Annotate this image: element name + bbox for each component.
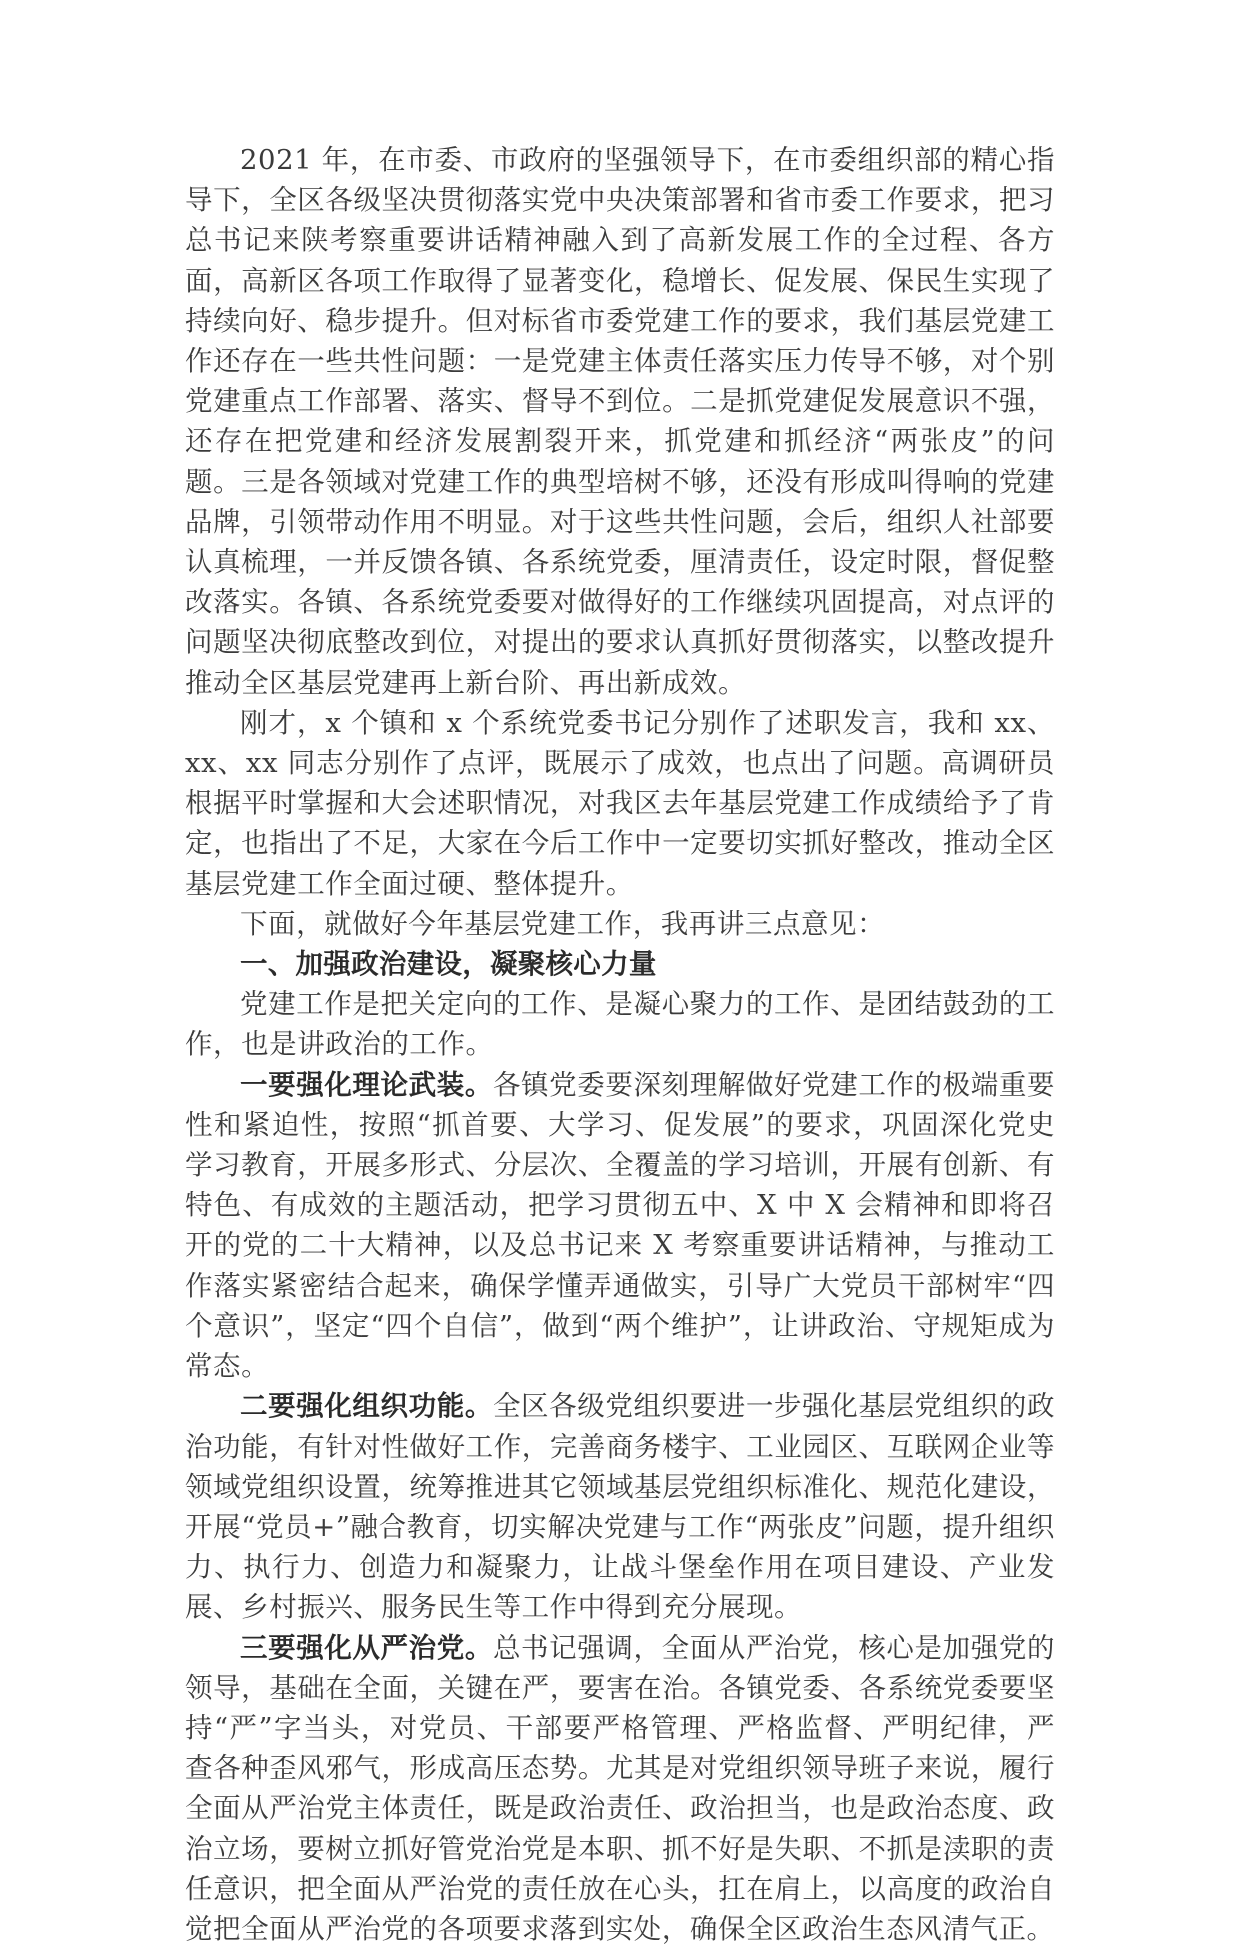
- paragraph-speeches-review: 刚才，x 个镇和 x 个系统党委书记分别作了述职发言，我和 xx、xx、xx 同志分别作了点评，既展示了成效，也点出了问题。高调研员根据平时掌握和大会述职情况，对我区去年基层党建工作成绩给予了肯定，也指出了不足，大家在今后工作中一定要切实抓好整改，推动全区基层党建工作全面过硬、整体提升。: [185, 706, 1055, 900]
- paragraph-point-one-theory-text: 各镇党委要深刻理解做好党建工作的极端重要性和紧迫性，按照“抓首要、大学习、促发展”的要求，巩固深化党史学习教育，开展多形式、分层次、全覆盖的学习培训，开展有创新、有特色、有成效的主题活动，把学习贯彻五中、X 中 X 会精神和即将召开的党的二十大精神，以及总书记来 X 考察重要讲话精神，与推动工作落实紧密结合起来，确保学懂弄通做实，引导广大党员干部树牢“四个意识”，坚定“四个自信”，做到“两个维护”，让讲政治、守规矩成为常态。: [185, 1068, 1056, 1383]
- paragraph-point-three-strict-governance-lead: 三要强化从严治党。: [240, 1631, 493, 1664]
- paragraph-point-two-organization-text: 全区各级党组织要进一步强化基层党组织的政治功能，有针对性做好工作，完善商务楼宇、工业园区、互联网企业等领域党组织设置，统筹推进其它领域基层党组织标准化、规范化建设，开展“党员+”融合教育，切实解决党建与工作“两张皮”问题，提升组织力、执行力、创造力和凝聚力，让战斗堡垒作用在项目建设、产业发展、乡村振兴、服务民生等工作中得到充分展现。: [185, 1390, 1056, 1624]
- paragraph-point-three-strict-governance-text: 总书记强调，全面从严治党，核心是加强党的领导，基础在全面，关键在严，要害在治。各镇党委、各系统党委要坚持“严”字当头，对党员、干部要严格管理、严格监督、严明纪律，严查各种歪风邪气，形成高压态势。尤其是对党组织领导班子来说，履行全面从严治党主体责任，既是政治责任、政治担当，也是政治态度、政治立场，要树立抓好管党治党是本职、抓不好是失职、不抓是渎职的责任意识，把全面从严治党的责任放在心头，扛在肩上，以高度的政治自觉把全面从严治党的各项要求落到实处，确保全区政治生态风清气正。: [185, 1631, 1056, 1945]
- paragraph-point-two-organization: [185, 1386, 1055, 1627]
- paragraph-point-two-organization-lead: 二要强化组织功能。: [240, 1390, 493, 1423]
- paragraph-three-opinions-intro: 下面，就做好今年基层党建工作，我再讲三点意见：: [240, 907, 886, 940]
- paragraph-party-building-nature: 党建工作是把关定向的工作、是凝心聚力的工作、是团结鼓劲的工作，也是讲政治的工作。: [185, 988, 1055, 1061]
- paragraph-point-one-theory: [185, 1065, 1055, 1387]
- paragraph-review-2021: 2021 年，在市委、市政府的坚强领导下，在市委组织部的精心指导下，全区各级坚决贯彻落实党中央决策部署和省市委工作要求，把习总书记来陕考察重要讲话精神融入到了高新发展工作的全过程、各方面，高新区各项工作取得了显著变化，稳增长、促发展、保民生实现了持续向好、稳步提升。但对标省市委党建工作的要求，我们基层党建工作还存在一些共性问题：一是党建主体责任落实压力传导不够，对个别党建重点工作部署、落实、督导不到位。二是抓党建促发展意识不强，还存在把党建和经济发展割裂开来，抓党建和抓经济“两张皮”的问题。三是各领域对党建工作的典型培树不够，还没有形成叫得响的党建品牌，引领带动作用不明显。对于这些共性问题，会后，组织人社部要认真梳理，一并反馈各镇、各系统党委，厘清责任，设定时限，督促整改落实。各镇、各系统党委要对做得好的工作继续巩固提高，对点评的问题坚决彻底整改到位，对提出的要求认真抓好贯彻落实，以整改提升推动全区基层党建再上新台阶、再出新成效。: [185, 144, 1055, 699]
- paragraph-point-one-theory-lead: 一要强化理论武装。: [240, 1068, 493, 1101]
- heading-section-one: 一、加强政治建设，凝聚核心力量: [240, 948, 657, 981]
- document-body: [185, 140, 1055, 1949]
- paragraph-point-three-strict-governance: [185, 1628, 1055, 1949]
